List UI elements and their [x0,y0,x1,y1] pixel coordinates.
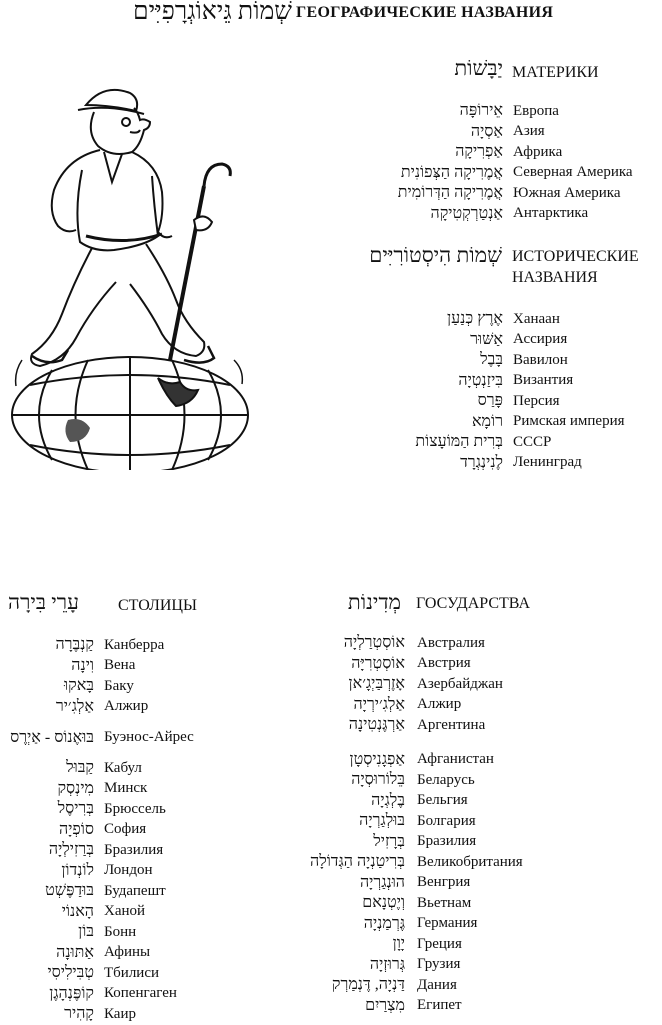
list-item [0,676,194,697]
list-item [330,122,633,143]
list-item [330,204,633,225]
item-russian: Египет [417,997,462,1014]
continents-heading-hebrew: יַבָּשׁוֹת [454,56,503,80]
item-hebrew: אֶרֶץ כְּנַעַן [447,310,503,328]
item-russian: Алжир [417,696,462,713]
item-hebrew: בְּרִיסֶל [57,800,94,818]
list-item [330,432,625,453]
list-item [330,142,633,163]
list-item [0,635,194,656]
item-russian: Ханой [104,903,146,920]
item-hebrew: אַפְרִיקָה [455,143,503,161]
item-russian: Бонн [104,923,137,940]
item-hebrew: אַנְטַרְקְטִיקָה [430,204,503,222]
list-item [240,832,523,853]
item-russian: Дания [417,976,457,993]
list-item [0,881,194,902]
item-hebrew: קַבּוּל [66,759,94,777]
item-russian: Греция [417,935,462,952]
item-hebrew: אַשּׁוּר [470,330,503,348]
item-hebrew: בֶּלְגְיָה [371,791,405,809]
list-item [240,852,523,873]
list-item [240,934,523,955]
list-item [330,163,633,184]
item-hebrew: אַלְגִ׳ירְיָה [353,695,405,713]
list-item [330,330,625,351]
list-item [330,453,625,474]
historical-heading-hebrew: שְׁמוֹת הִיסְטוֹרִיִּים [369,243,502,267]
list-item [330,412,625,433]
item-hebrew: רוֹמָא [471,412,503,430]
item-hebrew: אֲמֶרִיקָה הַדְּרוֹמִית [397,184,503,202]
list-item [240,811,523,832]
list-item [240,996,523,1017]
item-russian: Брюссель [104,800,166,817]
list-item [0,799,194,820]
list-item [0,922,194,943]
states-list [240,633,523,1016]
item-russian: Римская империя [513,413,625,430]
list-item [0,840,194,861]
item-russian: Алжир [104,698,149,715]
item-russian: Австралия [417,634,485,651]
item-hebrew: בָּבֶל [480,351,503,369]
traveler-globe-illustration [8,60,260,470]
item-russian: Бразилия [104,841,164,858]
continents-list [330,101,633,224]
item-hebrew: בּוּדַפֶּשְׁט [45,882,94,900]
item-hebrew: בְּרִיטַנְיָה הַגְּדוֹלָה [310,853,405,871]
list-item [240,893,523,914]
historical-list [330,309,625,473]
list-item [330,391,625,412]
list-item [0,984,194,1005]
item-hebrew: הוּנְגַרְיָה [359,873,405,891]
item-russian: Персия [513,392,560,409]
item-russian: Ленинград [513,454,582,471]
item-hebrew: בּוּאֶנוֹס - אַיְרֶס [10,729,94,746]
item-hebrew: טְבִּילִיסִי [47,964,94,982]
item-hebrew: מִצְרַיִם [365,996,405,1014]
item-hebrew: לוֹנְדוֹן [61,861,94,879]
item-hebrew: לֶנִינְגְרָד [460,453,503,471]
item-hebrew: בּוֹן [78,923,94,941]
item-hebrew: קַנְבֶּרָה [55,636,94,654]
list-item [0,902,194,923]
item-russian: Кабул [104,759,142,776]
page-title-hebrew: שְׁמוֹת גֵּיאוֹגְרָפִיִּים [133,0,292,25]
item-russian: Беларусь [417,771,475,788]
list-item [0,943,194,964]
page-title-russian: ГЕОГРАФИЧЕСКИЕ НАЗВАНИЯ [296,4,554,21]
item-hebrew: הָאנוֹי [61,902,94,920]
item-russian: София [104,821,147,838]
group-spacer [240,736,523,750]
item-hebrew: אַלְגִ׳יר [55,697,94,715]
continents-heading-russian: МАТЕРИКИ [512,64,599,81]
list-item [330,183,633,204]
item-hebrew: דַּנְיָה, דֶּנְמַרְק [331,976,405,994]
item-russian: Византия [513,372,574,389]
item-hebrew: מִינְסְק [57,779,94,797]
list-item [330,101,633,122]
list-item [330,350,625,371]
item-russian: Буэнос-Айрес [104,729,194,745]
capitals-list [0,635,194,1025]
item-hebrew: וְיֶטְנָאם [362,894,405,912]
list-item [0,779,194,800]
item-russian: Северная Америка [513,164,633,181]
item-russian: Азия [513,123,545,140]
item-hebrew: בְּרִית הַמּוֹעָצוֹת [415,433,503,451]
item-russian: Минск [104,780,148,797]
item-hebrew: אָזֶרְבַּיְגָ׳אן [348,675,405,693]
list-item [240,750,523,771]
item-hebrew: בֵּלוֹרוּסְיָה [351,771,405,789]
list-item [0,861,194,882]
list-item [0,963,194,984]
item-russian: Австрия [417,655,471,672]
item-russian: Бразилия [417,833,477,850]
list-item [0,820,194,841]
list-item [240,695,523,716]
list-item [240,633,523,654]
item-russian: Грузия [417,956,461,973]
item-russian: Афганистан [417,751,494,768]
item-russian: Лондон [104,862,153,879]
item-russian: Ассирия [513,331,568,348]
list-item [240,770,523,791]
item-hebrew: בְּרַזִילְיָה [48,841,94,859]
item-russian: Венгрия [417,874,471,891]
item-russian: Болгария [417,812,476,829]
item-hebrew: בּוּלְגַרְיָה [359,812,405,830]
item-hebrew: קוֹפֶּנְהָגֶן [49,984,94,1002]
item-russian: Вьетнам [417,894,472,911]
item-russian: Баку [104,677,134,694]
item-hebrew: אַפְגָנִיסְטָן [349,750,405,768]
list-item [0,758,194,779]
list-item [330,309,625,330]
item-hebrew: אַתּוּנָה [56,943,94,961]
item-russian: Афины [104,944,151,961]
item-russian: Великобритания [417,853,523,870]
item-hebrew: פָּרַס [477,392,503,410]
list-item [240,715,523,736]
item-russian: Аргентина [417,716,486,733]
item-russian: Южная Америка [513,184,621,201]
item-russian: Бельгия [417,792,468,809]
list-item [240,791,523,812]
list-item [0,697,194,718]
list-item [240,914,523,935]
item-hebrew: וִינָה [71,656,94,674]
item-russian: Антарктика [513,205,589,222]
item-hebrew: קָהִיר [64,1005,94,1023]
list-item [240,654,523,675]
item-hebrew: אַרְגֶּנְטִינָה [348,716,405,734]
capitals-heading-russian: СТОЛИЦЫ [118,597,197,614]
item-hebrew: גֶּרְמַנְיָה [363,914,405,932]
item-hebrew: סוֹפְיָה [59,820,94,838]
historical-heading-russian-line1: ИСТОРИЧЕСКИЕ [512,248,639,265]
item-russian: СССР [513,433,552,450]
states-heading-russian: ГОСУДАРСТВА [416,595,530,612]
item-russian: Канберра [104,636,165,653]
item-russian: Тбилиси [104,964,160,981]
item-russian: Каир [104,1005,136,1022]
list-item [0,656,194,677]
capitals-heading-hebrew: עָרֵי בִּירָה [8,590,79,614]
list-item [240,955,523,976]
historical-heading-russian-line2: НАЗВАНИЯ [512,269,598,286]
item-hebrew: אֵירוֹפָּה [459,102,503,120]
item-russian: Азербайджан [417,675,503,692]
list-item [0,717,194,758]
item-russian: Вавилон [513,351,568,368]
item-russian: Вена [104,657,136,674]
item-russian: Африка [513,143,563,160]
item-hebrew: בָּאקוּ [64,677,94,695]
list-item [0,1004,194,1025]
item-hebrew: אוֹסְטְרַלְיָה [343,634,405,652]
list-item [240,975,523,996]
item-hebrew: אֲמֶרִיקָה הַצְּפוֹנִית [400,163,503,181]
list-item [330,371,625,392]
item-russian: Копенгаген [104,985,177,1002]
item-hebrew: בִּיזַנְטְיָה [458,371,503,389]
item-russian: Ханаан [513,310,560,327]
states-heading-hebrew: מְדִינוֹת [347,590,401,614]
item-hebrew: אוֹסְטְרִיָּה [351,654,405,672]
item-hebrew: בְּרָזִיל [373,832,405,850]
list-item [240,873,523,894]
item-russian: Будапешт [104,882,166,899]
item-hebrew: יָוָן [392,935,405,953]
list-item [240,674,523,695]
item-hebrew: אַסְיָה [470,122,503,140]
item-russian: Европа [513,102,559,119]
item-russian: Германия [417,915,478,932]
item-hebrew: גְּרוּזְיָה [369,955,405,973]
